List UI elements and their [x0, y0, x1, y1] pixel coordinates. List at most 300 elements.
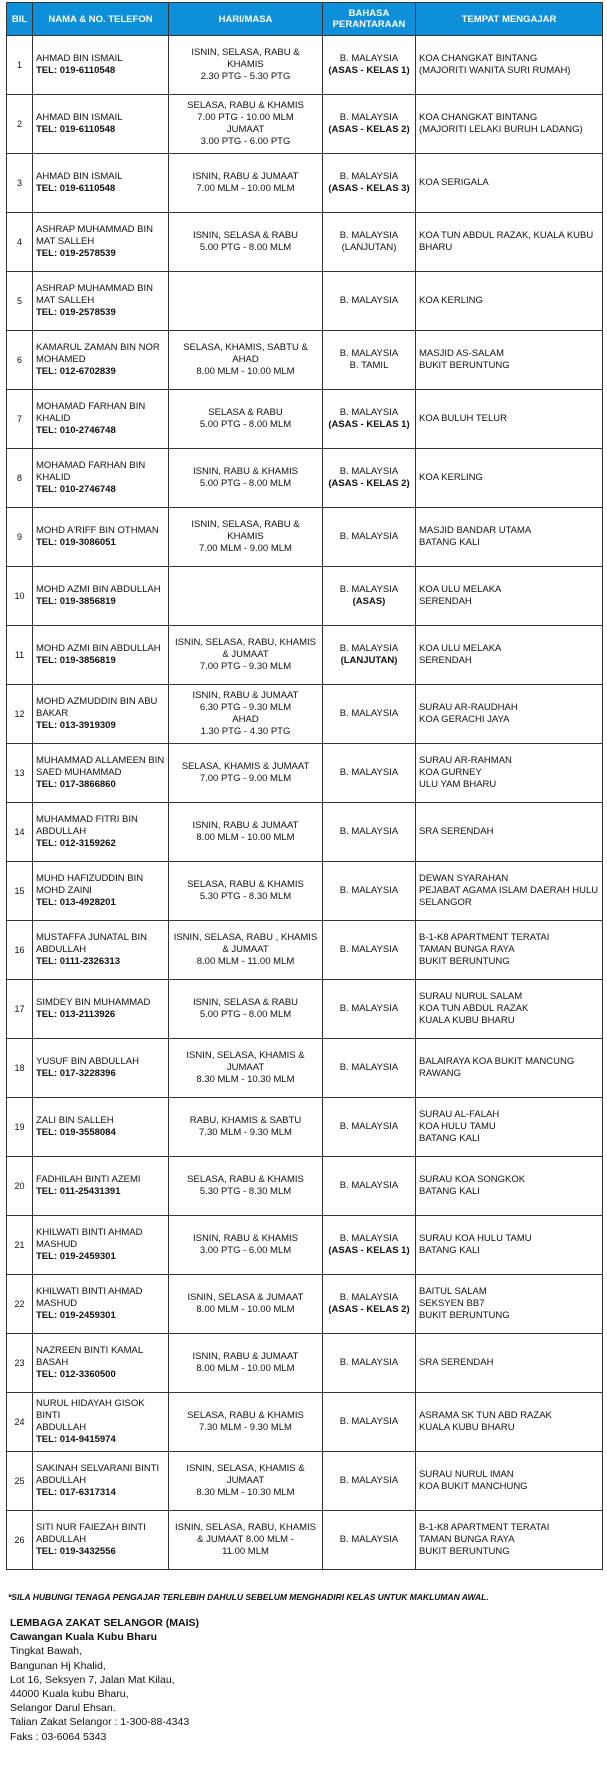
place-line: ASRAMA SK TUN ABD RAZAK: [419, 1410, 552, 1421]
cell-name: [33, 685, 169, 744]
language-level: (ASAS): [352, 596, 386, 607]
schedule-line: 5.00 PTG - 8.00 MLM: [199, 478, 292, 489]
footer-address-block: [10, 1616, 199, 1744]
schedule-line: 5.00 PTG - 8.00 MLM: [199, 242, 292, 253]
schedule-line: 5.30 PTG - 8.30 MLM: [199, 891, 292, 902]
cell-schedule: [169, 1275, 323, 1334]
place-line: SURAU NURUL SALAM: [419, 991, 523, 1002]
language-line: B. MALAYSIA: [339, 767, 399, 778]
col-header-bahasa-line2: PERANTARAAN: [332, 19, 406, 30]
teacher-phone: TEL: 019-6110548: [36, 124, 116, 135]
place-line: BAITUL SALAM: [419, 1286, 487, 1297]
place-line: KOA GURNEY: [419, 767, 482, 778]
schedule-line: ISNIN, RABU & JUMAAT: [192, 690, 299, 701]
cell-schedule: [169, 862, 323, 921]
cell-bil: 20: [7, 1157, 33, 1216]
place-line: BATANG KALI: [419, 1133, 480, 1144]
schedule-line: 2.30 PTG - 5.30 PTG: [200, 71, 291, 82]
teacher-name-line: MOHAMED: [36, 354, 86, 365]
teacher-phone: TEL: 017-3866860: [36, 779, 116, 790]
schedule-line: 7.00 MLM - 9.00 MLM: [199, 543, 292, 554]
teacher-name-line: SAED MUHAMMAD: [36, 767, 122, 778]
language-level: (ASAS - KELAS 1): [328, 1245, 410, 1256]
place-line: SURAU AL-FALAH: [419, 1109, 500, 1120]
schedule-line: & JUMAAT: [222, 649, 269, 660]
teacher-name-line: ABDULLAH: [36, 1475, 87, 1486]
teacher-phone: TEL: 019-3558084: [36, 1127, 116, 1138]
teacher-name-line: NURUL HIDAYAH GISOK BINTI: [36, 1398, 145, 1421]
cell-bil: 9: [7, 508, 33, 567]
cell-place: [416, 390, 603, 449]
schedule-line: 7.30 MLM - 9.30 MLM: [199, 1127, 292, 1138]
cell-place: [416, 980, 603, 1039]
table-row: [7, 154, 603, 213]
language-line: B. MALAYSIA: [339, 1416, 399, 1427]
place-line: KOA TUN ABDUL RAZAK: [419, 1003, 529, 1014]
language-line: B. MALAYSIA: [339, 171, 399, 182]
schedule-line: & JUMAAT 8.00 MLM -: [197, 1534, 294, 1545]
cell-schedule: [169, 1216, 323, 1275]
cell-bil: 12: [7, 685, 33, 744]
language-line: B. MALAYSIA: [339, 295, 399, 306]
table-row: [7, 390, 603, 449]
teacher-phone: TEL: 0111-2326313: [36, 956, 120, 967]
cell-name: [33, 921, 169, 980]
cell-name: [33, 154, 169, 213]
schedule-line: SELASA, KHAMIS & JUMAAT: [181, 761, 310, 772]
cell-language: [323, 213, 416, 272]
cell-language: [323, 1511, 416, 1570]
cell-name: [33, 1039, 169, 1098]
cell-place: [416, 213, 603, 272]
cell-name: [33, 1216, 169, 1275]
place-line: SURAU AR-RAHMAN: [419, 755, 512, 766]
cell-place: [416, 154, 603, 213]
teacher-name-line: MAT SALLEH: [36, 295, 95, 306]
place-line: BUKIT BERUNTUNG: [419, 1310, 510, 1321]
schedule-line: 8.00 MLM - 10.00 MLM: [196, 832, 295, 843]
schedule-line: ISNIN, RABU & KHAMIS: [192, 466, 299, 477]
language-line: (LANJUTAN): [341, 242, 397, 253]
schedule-line: 3.00 PTG - 6.00 MLM: [199, 1245, 292, 1256]
place-line: SELANGOR: [419, 897, 472, 908]
cell-bil: 22: [7, 1275, 33, 1334]
teacher-name-line: AHMAD BIN ISMAIL: [36, 112, 123, 123]
table-row: [7, 626, 603, 685]
schedule-table-wrapper: [6, 2, 602, 1570]
place-line: BUKIT BERUNTUNG: [419, 360, 510, 371]
footer-address-line: Lot 16, Seksyen 7, Jalan Mat Kilau,: [10, 1673, 175, 1686]
schedule-line: SELASA, RABU & KHAMIS: [187, 879, 304, 890]
schedule-line: 5.00 PTG - 8.00 MLM: [199, 1009, 292, 1020]
place-line: BUKIT BERUNTUNG: [419, 1546, 510, 1557]
schedule-line: 8.30 MLM - 10.30 MLM: [196, 1074, 295, 1085]
language-line: B. MALAYSIA: [339, 1475, 399, 1486]
cell-schedule: [169, 36, 323, 95]
cell-language: [323, 36, 416, 95]
place-line: KOA HULU TAMU: [419, 1121, 496, 1132]
cell-name: [33, 567, 169, 626]
teacher-phone: TEL: 012-3159262: [36, 838, 116, 849]
cell-language: [323, 449, 416, 508]
cell-language: [323, 685, 416, 744]
place-line: KOA TUN ABDUL RAZAK, KUALA KUBU: [419, 230, 594, 241]
place-line: KOA ULU MELAKA: [419, 643, 502, 654]
cell-place: [416, 685, 603, 744]
cell-schedule: [169, 567, 323, 626]
cell-schedule: [169, 154, 323, 213]
teacher-name-line: ASHRAP MUHAMMAD BIN: [36, 283, 154, 294]
teacher-schedule-table: [6, 2, 603, 1570]
cell-schedule: [169, 331, 323, 390]
teacher-name-line: BAKAR: [36, 708, 69, 719]
table-row: [7, 213, 603, 272]
cell-language: [323, 567, 416, 626]
cell-name: [33, 36, 169, 95]
cell-name: [33, 1334, 169, 1393]
cell-language: [323, 980, 416, 1039]
teacher-phone: TEL: 019-3086051: [36, 537, 116, 548]
cell-language: [323, 1216, 416, 1275]
teacher-name-line: KAMARUL ZAMAN BIN NOR: [36, 342, 160, 353]
footer-org: LEMBAGA ZAKAT SELANGOR (MAIS): [10, 1617, 199, 1629]
table-row: [7, 1452, 603, 1511]
language-line: B. MALAYSIA: [339, 584, 399, 595]
teacher-name-line: MUHD HAFIZUDDIN BIN: [36, 873, 144, 884]
schedule-line: JUMAAT: [226, 1062, 265, 1073]
cell-name: [33, 744, 169, 803]
cell-bil: 14: [7, 803, 33, 862]
language-level: (ASAS - KELAS 2): [328, 124, 410, 135]
schedule-line: ISNIN, RABU & JUMAAT: [192, 1351, 299, 1362]
place-line: (MAJORITI LELAKI BURUH LADANG): [419, 124, 583, 135]
language-line: B. MALAYSIA: [339, 1180, 399, 1191]
cell-bil: 19: [7, 1098, 33, 1157]
cell-language: [323, 272, 416, 331]
teacher-phone: TEL: 010-2746748: [36, 484, 116, 495]
place-line: KOA CHANGKAT BINTANG: [419, 53, 538, 64]
schedule-line: ISNIN, SELASA, KHAMIS &: [186, 1050, 305, 1061]
teacher-phone: TEL: 019-2459301: [36, 1310, 116, 1321]
footer-address-line: Bangunan Hj Khalid,: [10, 1659, 106, 1672]
teacher-name-line: MOHAMAD FARHAN BIN: [36, 460, 146, 471]
place-line: KOA BULUH TELUR: [419, 413, 507, 424]
cell-place: [416, 1511, 603, 1570]
schedule-line: ISNIN, SELASA, KHAMIS &: [186, 1463, 305, 1474]
cell-schedule: [169, 213, 323, 272]
cell-schedule: [169, 449, 323, 508]
cell-bil: 7: [7, 390, 33, 449]
cell-schedule: [169, 1334, 323, 1393]
table-row: [7, 862, 603, 921]
place-line: SURAU KOA SONGKOK: [419, 1174, 526, 1185]
cell-schedule: [169, 1452, 323, 1511]
teacher-name-line: ASHRAP MUHAMMAD BIN: [36, 224, 154, 235]
teacher-phone: TEL: 010-2746748: [36, 425, 116, 436]
language-line: B. MALAYSIA: [339, 112, 399, 123]
cell-schedule: [169, 1039, 323, 1098]
cell-language: [323, 626, 416, 685]
cell-language: [323, 1098, 416, 1157]
language-line: B. MALAYSIA: [339, 1062, 399, 1073]
cell-schedule: [169, 803, 323, 862]
cell-bil: 13: [7, 744, 33, 803]
teacher-name-line: ABDULLAH: [36, 1422, 87, 1433]
cell-schedule: [169, 685, 323, 744]
teacher-name-line: SITI NUR FAIEZAH BINTI: [36, 1522, 146, 1533]
table-row: [7, 1334, 603, 1393]
schedule-line: ISNIN, SELASA, RABU , KHAMIS: [173, 932, 318, 943]
schedule-line: ISNIN, RABU & JUMAAT: [192, 820, 299, 831]
footer-branch: Cawangan Kuala Kubu Bharu: [10, 1631, 158, 1644]
cell-name: [33, 1511, 169, 1570]
place-line: KOA SERIGALA: [419, 177, 489, 188]
cell-language: [323, 390, 416, 449]
cell-name: [33, 508, 169, 567]
place-line: SRA SERENDAH: [419, 826, 494, 837]
language-line: B. MALAYSIA: [339, 1357, 399, 1368]
table-row: [7, 508, 603, 567]
teacher-name-line: MOHD A'RIFF BIN OTHMAN: [36, 525, 159, 536]
cell-place: [416, 744, 603, 803]
cell-place: [416, 862, 603, 921]
teacher-name-line: KHILWATI BINTI AHMAD: [36, 1227, 143, 1238]
cell-place: [416, 331, 603, 390]
cell-schedule: [169, 921, 323, 980]
place-line: PEJABAT AGAMA ISLAM DAERAH HULU: [419, 885, 599, 896]
teacher-name-line: FADHILAH BINTI AZEMI: [36, 1174, 141, 1185]
cell-bil: 11: [7, 626, 33, 685]
schedule-line: 11.00 MLM: [222, 1546, 269, 1557]
cell-name: [33, 862, 169, 921]
cell-name: [33, 449, 169, 508]
teacher-phone: TEL: 019-2578539: [36, 307, 116, 318]
cell-place: [416, 1216, 603, 1275]
schedule-line: 6.30 PTG - 9.30 MLM: [199, 702, 292, 713]
cell-place: [416, 1452, 603, 1511]
teacher-phone: TEL: 019-6110548: [36, 65, 116, 76]
table-row: [7, 744, 603, 803]
cell-schedule: [169, 1393, 323, 1452]
table-row: [7, 980, 603, 1039]
place-line: SURAU AR-RAUDHAH: [419, 702, 518, 713]
schedule-line: ISNIN, SELASA, RABU, KHAMIS: [175, 637, 316, 648]
col-header-bil: BIL: [7, 3, 33, 36]
language-line: B. MALAYSIA: [339, 53, 399, 64]
cell-name: [33, 1393, 169, 1452]
cell-schedule: [169, 1511, 323, 1570]
cell-bil: 5: [7, 272, 33, 331]
cell-language: [323, 1393, 416, 1452]
teacher-name-line: AHMAD BIN ISMAIL: [36, 171, 123, 182]
schedule-line: 7.00 MLM - 10.00 MLM: [196, 183, 295, 194]
place-line: BATANG KALI: [419, 1186, 480, 1197]
teacher-name-line: NAZREEN BINTI KAMAL: [36, 1345, 144, 1356]
language-level: (ASAS - KELAS 2): [328, 1304, 410, 1315]
teacher-phone: TEL: 019-6110548: [36, 183, 116, 194]
cell-bil: 10: [7, 567, 33, 626]
table-header-row: [7, 3, 603, 36]
place-line: BALAIRAYA KOA BUKIT MANCUNG: [419, 1056, 575, 1067]
teacher-name-line: MUHAMMAD ALLAMEEN BIN: [36, 755, 165, 766]
place-line: SERENDAH: [419, 655, 472, 666]
cell-language: [323, 331, 416, 390]
table-row: [7, 803, 603, 862]
cell-place: [416, 567, 603, 626]
schedule-line: JUMAAT: [226, 124, 265, 135]
language-line: B. MALAYSIA: [339, 1233, 399, 1244]
cell-name: [33, 1157, 169, 1216]
cell-bil: 3: [7, 154, 33, 213]
teacher-phone: TEL: 013-2113926: [36, 1009, 116, 1020]
place-line: BHARU: [419, 242, 453, 253]
place-line: RAWANG: [419, 1068, 462, 1079]
cell-schedule: [169, 95, 323, 154]
cell-bil: 15: [7, 862, 33, 921]
teacher-phone: TEL: 019-3432556: [36, 1546, 116, 1557]
teacher-name-line: MUHAMMAD FITRI BIN: [36, 814, 138, 825]
cell-bil: 8: [7, 449, 33, 508]
schedule-line: 8.00 MLM - 10.00 MLM: [196, 1363, 295, 1374]
cell-schedule: [169, 1098, 323, 1157]
table-row: [7, 1511, 603, 1570]
schedule-line: JUMAAT: [226, 1475, 265, 1486]
teacher-name-line: ZALI BIN SALLEH: [36, 1115, 114, 1126]
table-row: [7, 1039, 603, 1098]
language-line: B. MALAYSIA: [339, 1003, 399, 1014]
teacher-name-line: MOHD AZMI BIN ABDULLAH: [36, 643, 161, 654]
cell-place: [416, 1334, 603, 1393]
cell-language: [323, 1334, 416, 1393]
cell-place: [416, 1393, 603, 1452]
cell-place: [416, 1275, 603, 1334]
teacher-phone: TEL: 012-3360500: [36, 1369, 116, 1380]
cell-schedule: [169, 1157, 323, 1216]
cell-place: [416, 449, 603, 508]
cell-schedule: [169, 272, 323, 331]
language-level: (ASAS - KELAS 3): [328, 183, 410, 194]
schedule-line: SELASA, KHAMIS, SABTU &: [183, 342, 308, 353]
language-line: B. MALAYSIA: [339, 407, 399, 418]
teacher-name-line: MAT SALLEH: [36, 236, 95, 247]
place-line: B-1-K8 APARTMENT TERATAI: [419, 1522, 550, 1533]
cell-name: [33, 1098, 169, 1157]
footer-talian: Talian Zakat Selangor : 1-300-88-4343: [10, 1716, 190, 1729]
footer-address-line: Selangor Darul Ehsan.: [10, 1702, 116, 1715]
table-row: [7, 36, 603, 95]
schedule-line: 8.00 MLM - 10.00 MLM: [196, 1304, 295, 1315]
table-row: [7, 1393, 603, 1452]
cell-schedule: [169, 980, 323, 1039]
teacher-name-line: KHALID: [36, 472, 71, 483]
schedule-line: AHAD: [232, 354, 259, 365]
schedule-line: 8.30 MLM - 10.30 MLM: [196, 1487, 295, 1498]
place-line: ULU YAM BHARU: [419, 779, 497, 790]
teacher-phone: TEL: 017-3228396: [36, 1068, 116, 1079]
teacher-name-line: YUSUF BIN ABDULLAH: [36, 1056, 139, 1067]
teacher-phone: TEL: 019-2578539: [36, 248, 116, 259]
teacher-phone: TEL: 014-9415974: [36, 1434, 116, 1445]
col-header-bahasa: [323, 3, 416, 36]
table-row: [7, 685, 603, 744]
place-line: BATANG KALI: [419, 1245, 480, 1256]
contact-note: *SILA HUBUNGI TENAGA PENGAJAR TERLEBIH DAHULU SEBELUM MENGHADIRI KELAS UNTUK MAKLUMAN AWAL.: [8, 1592, 489, 1602]
teacher-name-line: BASAH: [36, 1357, 69, 1368]
cell-bil: 21: [7, 1216, 33, 1275]
schedule-line: 7.30 MLM - 9.30 MLM: [199, 1422, 292, 1433]
place-line: KOA GERACHI JAYA: [419, 714, 510, 725]
schedule-line: ISNIN, SELASA & RABU: [192, 997, 299, 1008]
place-line: SEKSYEN BB7: [419, 1298, 485, 1309]
table-row: [7, 1216, 603, 1275]
col-header-nama: NAMA & NO. TELEFON: [33, 3, 169, 36]
place-line: (MAJORITI WANITA SURI RUMAH): [419, 65, 571, 76]
teacher-phone: TEL: 013-4928201: [36, 897, 116, 908]
cell-language: [323, 862, 416, 921]
schedule-line: RABU, KHAMIS & SABTU: [189, 1115, 302, 1126]
place-line: DEWAN SYARAHAN: [419, 873, 509, 884]
language-line: B. MALAYSIA: [339, 708, 399, 719]
cell-bil: 17: [7, 980, 33, 1039]
cell-place: [416, 803, 603, 862]
schedule-line: ISNIN, SELASA, RABU, KHAMIS: [175, 1522, 316, 1533]
teacher-phone: TEL: 019-2459301: [36, 1251, 116, 1262]
place-line: SURAU KOA HULU TAMU: [419, 1233, 532, 1244]
schedule-line: 8.00 MLM - 10.00 MLM: [196, 366, 295, 377]
schedule-line: SELASA, RABU & KHAMIS: [187, 1410, 304, 1421]
cell-name: [33, 95, 169, 154]
place-line: MASJID BANDAR UTAMA: [419, 525, 532, 536]
place-line: KOA CHANGKAT BINTANG: [419, 112, 538, 123]
cell-name: [33, 331, 169, 390]
schedule-line: ISNIN, SELASA, RABU & KHAMIS: [191, 47, 300, 70]
teacher-name-line: MUSTAFFA JUNATAL BIN: [36, 932, 148, 943]
schedule-line: 7.00 PTG - 10.00 MLM: [197, 112, 294, 123]
place-line: KUALA KUBU BHARU: [419, 1015, 515, 1026]
teacher-name-line: SIMDEY BIN MUHAMMAD: [36, 997, 151, 1008]
cell-place: [416, 95, 603, 154]
cell-language: [323, 803, 416, 862]
place-line: B-1-K8 APARTMENT TERATAI: [419, 932, 550, 943]
language-line: B. MALAYSIA: [339, 1534, 399, 1545]
table-row: [7, 1098, 603, 1157]
language-line: B. TAMIL: [349, 360, 389, 371]
cell-bil: 26: [7, 1511, 33, 1570]
cell-bil: 24: [7, 1393, 33, 1452]
language-level: (ASAS - KELAS 2): [328, 478, 410, 489]
teacher-name-line: KHALID: [36, 413, 71, 424]
cell-bil: 4: [7, 213, 33, 272]
cell-bil: 1: [7, 36, 33, 95]
cell-language: [323, 1275, 416, 1334]
table-row: [7, 1275, 603, 1334]
cell-place: [416, 626, 603, 685]
schedule-line: 5.30 PTG - 8.30 MLM: [199, 1186, 292, 1197]
language-line: B. MALAYSIA: [339, 466, 399, 477]
cell-place: [416, 1157, 603, 1216]
cell-place: [416, 1039, 603, 1098]
schedule-line: 7.00 PTG - 9.00 MLM: [199, 773, 292, 784]
teacher-phone: TEL: 017-6317314: [36, 1487, 116, 1498]
teacher-name-line: MOHAMAD FARHAN BIN: [36, 401, 146, 412]
schedule-line: SELASA, RABU & KHAMIS: [187, 100, 304, 111]
language-line: B. MALAYSIA: [339, 230, 399, 241]
place-line: SURAU NURUL IMAN: [419, 1469, 514, 1480]
col-header-tempat: TEMPAT MENGAJAR: [416, 3, 603, 36]
teacher-name-line: SAKINAH SELVARANI BINTI: [36, 1463, 160, 1474]
table-body: [7, 36, 603, 1570]
footer-address-line: 44000 Kuala kubu Bharu,: [10, 1688, 129, 1701]
